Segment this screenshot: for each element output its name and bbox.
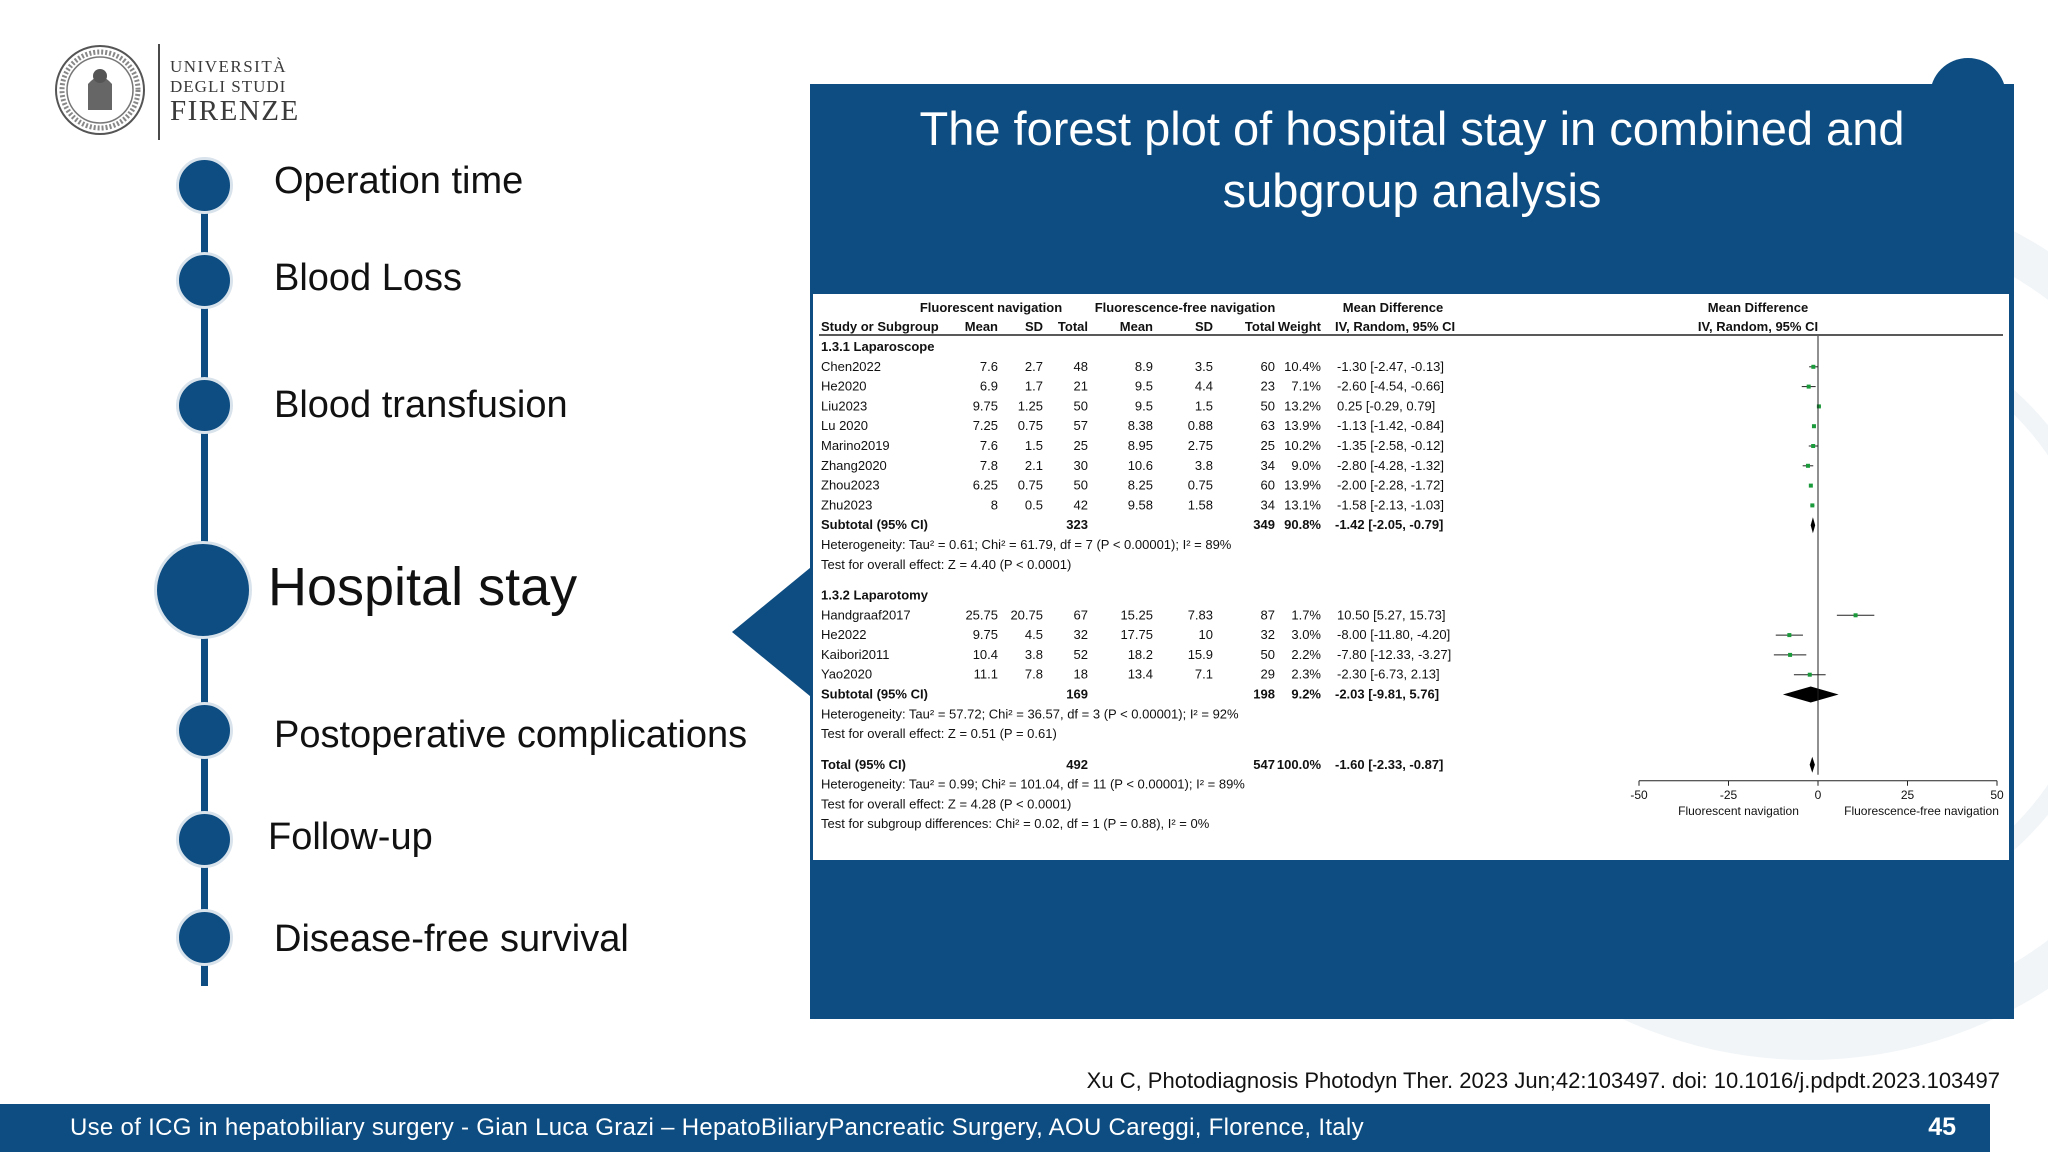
study-name: Kaibori2011 [821, 646, 890, 662]
study-total-1: 18 [1073, 666, 1088, 682]
study-ci: -2.30 [-6.73, 2.13] [1337, 666, 1440, 682]
study-ci: -2.00 [-2.28, -1.72] [1337, 477, 1444, 493]
study-total-2: 29 [1260, 666, 1275, 682]
study-sd-1: 2.1 [1024, 457, 1043, 473]
study-ci: 0.25 [-0.29, 0.79] [1337, 398, 1436, 414]
study-weight: 1.7% [1291, 607, 1321, 623]
study-total-1: 57 [1073, 418, 1088, 434]
header-sd-2: SD [1194, 319, 1213, 334]
study-total-1: 30 [1073, 457, 1088, 473]
study-total-2: 23 [1260, 378, 1275, 394]
x-axis-left-label: Fluorescent navigation [1678, 803, 1799, 818]
study-mean-2: 17.75 [1120, 627, 1153, 643]
study-mean-1: 7.25 [972, 418, 998, 434]
subgroup-differences-text: Test for subgroup differences: Chi² = 0.02, df = 1 (P = 0.88), I² = 0% [821, 816, 1210, 832]
study-sd-1: 1.7 [1024, 378, 1043, 394]
timeline-node-postoperative-complications[interactable] [176, 702, 233, 759]
header-weight: Weight [1277, 319, 1321, 334]
subtotal-ci: -1.42 [-2.05, -0.79] [1335, 517, 1444, 533]
study-sd-1: 20.75 [1010, 607, 1043, 623]
study-ci: -8.00 [-11.80, -4.20] [1337, 627, 1451, 643]
study-name: He2020 [821, 378, 867, 394]
study-sd-2: 10 [1198, 627, 1213, 643]
total-total-1: 492 [1066, 756, 1088, 772]
timeline-node-blood-transfusion[interactable] [176, 377, 233, 434]
study-total-1: 48 [1073, 358, 1088, 374]
header-mean-2: Mean [1119, 319, 1153, 334]
study-mean-2: 9.5 [1134, 378, 1153, 394]
study-total-2: 63 [1260, 418, 1275, 434]
x-axis-right-label: Fluorescence-free navigation [1844, 803, 1999, 818]
subtotal-diamond [1811, 517, 1816, 533]
logo-separator [158, 44, 160, 140]
study-mean-1: 7.8 [979, 457, 998, 473]
study-sd-2: 7.1 [1194, 666, 1213, 682]
study-sd-1: 2.7 [1024, 358, 1043, 374]
study-mean-1: 9.75 [972, 627, 998, 643]
study-mean-2: 18.2 [1127, 646, 1153, 662]
study-mean-2: 8.95 [1127, 438, 1153, 453]
study-marker [1808, 673, 1812, 677]
study-mean-2: 8.9 [1134, 358, 1153, 374]
subtotal-label: Subtotal (95% CI) [821, 686, 928, 702]
study-mean-2: 8.38 [1127, 418, 1153, 434]
timeline-label-disease-free-survival[interactable]: Disease-free survival [274, 918, 629, 960]
study-mean-1: 6.25 [972, 477, 998, 493]
study-total-2: 50 [1260, 398, 1275, 414]
study-marker [1854, 613, 1858, 617]
subtotal-total-1: 323 [1066, 517, 1088, 533]
study-weight: 10.2% [1284, 438, 1321, 453]
study-sd-2: 4.4 [1194, 378, 1213, 394]
header-group-1: Fluorescent navigation [919, 300, 1063, 315]
total-diamond [1810, 757, 1815, 773]
header-sd-1: SD [1024, 319, 1043, 334]
total-overall-effect-text: Test for overall effect: Z = 4.28 (P < 0.0001) [821, 796, 1072, 812]
overall-effect-text: Test for overall effect: Z = 4.40 (P < 0.0001) [821, 556, 1072, 572]
x-tick-label: -50 [1630, 787, 1648, 802]
study-total-2: 34 [1260, 457, 1275, 473]
study-sd-2: 1.58 [1187, 497, 1213, 513]
study-total-2: 60 [1260, 358, 1275, 374]
study-mean-2: 13.4 [1127, 666, 1153, 682]
forest-plot [813, 294, 2009, 860]
study-mean-1: 8 [990, 497, 998, 513]
study-sd-1: 0.75 [1017, 418, 1043, 434]
timeline-label-blood-loss[interactable]: Blood Loss [274, 257, 463, 299]
study-marker [1811, 444, 1815, 448]
study-weight: 3.0% [1291, 627, 1321, 643]
study-marker [1810, 503, 1814, 507]
study-sd-2: 2.75 [1187, 438, 1213, 453]
study-weight: 13.1% [1284, 497, 1321, 513]
study-mean-1: 9.75 [972, 398, 998, 414]
timeline-label-blood-transfusion[interactable]: Blood transfusion [274, 384, 568, 426]
study-mean-1: 11.1 [973, 666, 998, 682]
subgroup-name: 1.3.1 Laparoscope [821, 339, 935, 354]
total-ci: -1.60 [-2.33, -0.87] [1335, 756, 1444, 772]
study-ci: -1.30 [-2.47, -0.13] [1337, 358, 1444, 374]
study-total-2: 32 [1260, 627, 1275, 643]
heterogeneity-text: Heterogeneity: Tau² = 57.72; Chi² = 36.57, df = 3 (P < 0.00001); I² = 92% [821, 706, 1239, 722]
study-name: Lu 2020 [821, 418, 868, 434]
total-label: Total (95% CI) [821, 756, 906, 772]
study-name: Handgraaf2017 [821, 607, 911, 623]
study-sd-1: 4.5 [1024, 627, 1043, 643]
study-mean-1: 7.6 [979, 438, 998, 453]
study-ci: -1.35 [-2.58, -0.12] [1337, 438, 1444, 453]
timeline-node-hospital-stay[interactable] [154, 541, 252, 639]
timeline-node-follow-up[interactable] [176, 811, 233, 868]
logo-text [170, 58, 300, 126]
study-total-1: 52 [1073, 646, 1088, 662]
study-sd-2: 1.5 [1194, 398, 1213, 414]
subtotal-total-2: 349 [1253, 517, 1275, 533]
logo-line-1: UNIVERSITÀ [170, 57, 287, 76]
timeline-label-follow-up[interactable]: Follow-up [268, 816, 433, 858]
study-weight: 7.1% [1291, 378, 1321, 394]
forest-plot-svg [813, 294, 2009, 860]
study-total-1: 21 [1073, 378, 1088, 394]
x-tick-label: 0 [1814, 787, 1822, 802]
header-total-2: Total [1244, 319, 1275, 334]
study-name: Chen2022 [821, 358, 881, 374]
total-weight: 100.0% [1276, 756, 1321, 772]
study-mean-1: 10.4 [972, 646, 998, 662]
timeline-node-disease-free-survival[interactable] [176, 909, 233, 966]
study-ci: -1.13 [-1.42, -0.84] [1337, 418, 1444, 434]
header-mean-1: Mean [964, 319, 998, 334]
study-marker [1807, 385, 1811, 389]
timeline-label-hospital-stay[interactable]: Hospital stay [268, 557, 578, 617]
study-marker [1787, 633, 1791, 637]
study-sd-2: 3.8 [1194, 457, 1213, 473]
study-total-2: 87 [1260, 607, 1275, 623]
study-marker [1811, 365, 1815, 369]
university-seal-icon [54, 44, 146, 136]
study-total-1: 32 [1073, 627, 1088, 643]
study-sd-2: 0.75 [1187, 477, 1213, 493]
study-total-1: 25 [1073, 438, 1088, 453]
overall-effect-text: Test for overall effect: Z = 0.51 (P = 0.61) [821, 726, 1057, 742]
study-weight: 13.9% [1284, 418, 1321, 434]
study-weight: 2.3% [1291, 666, 1321, 682]
study-name: Zhang2020 [821, 457, 887, 473]
study-weight: 9.0% [1291, 457, 1321, 473]
study-total-1: 67 [1073, 607, 1088, 623]
study-mean-2: 9.58 [1127, 497, 1153, 513]
header-mean-difference: Mean Difference [1342, 300, 1444, 315]
study-sd-2: 3.5 [1194, 358, 1213, 374]
heterogeneity-text: Heterogeneity: Tau² = 0.61; Chi² = 61.79, df = 7 (P < 0.00001); I² = 89% [821, 537, 1232, 552]
study-name: Zhu2023 [821, 497, 873, 513]
study-total-2: 25 [1260, 438, 1275, 453]
study-ci: -2.80 [-4.28, -1.32] [1337, 457, 1444, 473]
header-ci: IV, Random, 95% CI [1335, 319, 1456, 334]
study-total-2: 50 [1260, 646, 1275, 662]
header-group-2: Fluorescence-free navigation [1094, 300, 1276, 315]
timeline-node-operation-time[interactable] [176, 157, 233, 214]
x-tick-label: 25 [1900, 787, 1915, 802]
header-ci-plot: IV, Random, 95% CI [1697, 319, 1819, 334]
study-total-1: 50 [1073, 477, 1088, 493]
header-mean-difference-plot: Mean Difference [1707, 300, 1809, 315]
study-total-1: 42 [1073, 497, 1088, 513]
subtotal-weight: 90.8% [1284, 517, 1321, 533]
study-sd-2: 15.9 [1187, 646, 1213, 662]
header-total-1: Total [1057, 319, 1088, 334]
study-sd-2: 7.83 [1187, 607, 1213, 623]
subtotal-total-2: 198 [1253, 686, 1275, 702]
study-mean-2: 10.6 [1127, 457, 1153, 473]
study-mean-1: 6.9 [979, 378, 998, 394]
study-weight: 10.4% [1284, 358, 1321, 374]
study-weight: 13.9% [1284, 477, 1321, 493]
x-tick-label: 50 [1990, 787, 2004, 802]
study-sd-1: 3.8 [1024, 646, 1043, 662]
study-mean-1: 25.75 [965, 607, 998, 623]
study-marker [1788, 653, 1792, 657]
logo-line-2: DEGLI STUDI [170, 77, 287, 96]
footer-bar [0, 1104, 1990, 1152]
study-marker [1817, 404, 1821, 408]
study-sd-2: 0.88 [1187, 418, 1213, 434]
study-total-2: 60 [1260, 477, 1275, 493]
content-panel [810, 84, 2014, 1019]
subtotal-ci: -2.03 [-9.81, 5.76] [1335, 686, 1440, 702]
study-weight: 2.2% [1291, 646, 1321, 662]
subtotal-weight: 9.2% [1291, 686, 1321, 702]
total-heterogeneity-text: Heterogeneity: Tau² = 0.99; Chi² = 101.04, df = 11 (P < 0.00001); I² = 89% [821, 776, 1245, 792]
page-number: 45 [1928, 1113, 1956, 1141]
study-marker [1812, 424, 1816, 428]
subtotal-total-1: 169 [1066, 686, 1088, 702]
university-logo [54, 44, 300, 144]
study-mean-1: 7.6 [979, 358, 998, 374]
header-study: Study or Subgroup [821, 319, 939, 334]
subgroup-name: 1.3.2 Laparotomy [821, 587, 928, 603]
study-total-2: 34 [1260, 497, 1275, 513]
study-sd-1: 1.5 [1024, 438, 1043, 453]
timeline-label-postoperative-complications[interactable]: Postoperative complications [274, 714, 748, 756]
study-name: Yao2020 [821, 666, 873, 682]
timeline-node-blood-loss[interactable] [176, 252, 233, 309]
study-ci: -2.60 [-4.54, -0.66] [1337, 378, 1444, 394]
timeline-label-operation-time[interactable]: Operation time [274, 160, 524, 202]
study-ci: -1.58 [-2.13, -1.03] [1337, 497, 1444, 513]
logo-line-3: FIRENZE [170, 95, 300, 127]
study-ci: 10.50 [5.27, 15.73] [1337, 607, 1446, 623]
subtotal-label: Subtotal (95% CI) [821, 517, 928, 533]
study-total-1: 50 [1073, 398, 1088, 414]
study-sd-1: 7.8 [1024, 666, 1043, 682]
study-mean-2: 15.25 [1120, 607, 1153, 623]
study-marker [1809, 484, 1813, 488]
study-mean-2: 9.5 [1134, 398, 1153, 414]
study-name: Marino2019 [821, 438, 890, 453]
study-ci: -7.80 [-12.33, -3.27] [1337, 646, 1452, 662]
footer-text: Use of ICG in hepatobiliary surgery - Gian Luca Grazi – HepatoBiliaryPancreatic Surgery, AOU Careggi, Florence, Italy [70, 1114, 1364, 1141]
study-marker [1806, 464, 1810, 468]
study-name: Liu2023 [821, 398, 868, 414]
x-tick-label: -25 [1719, 787, 1738, 802]
subtotal-diamond [1783, 686, 1839, 702]
study-name: He2022 [821, 627, 867, 643]
total-total-2: 547 [1253, 756, 1275, 772]
panel-title: The forest plot of hospital stay in combined and subgroup analysis [919, 102, 1905, 217]
study-mean-2: 8.25 [1127, 477, 1153, 493]
study-name: Zhou2023 [821, 477, 880, 493]
study-sd-1: 0.75 [1017, 477, 1043, 493]
citation: Xu C, Photodiagnosis Photodyn Ther. 2023 Jun;42:103497. doi: 10.1016/j.pdpdt.2023.103497 [1086, 1068, 2000, 1093]
study-weight: 13.2% [1284, 398, 1321, 414]
study-sd-1: 1.25 [1017, 398, 1043, 414]
study-sd-1: 0.5 [1024, 497, 1043, 513]
